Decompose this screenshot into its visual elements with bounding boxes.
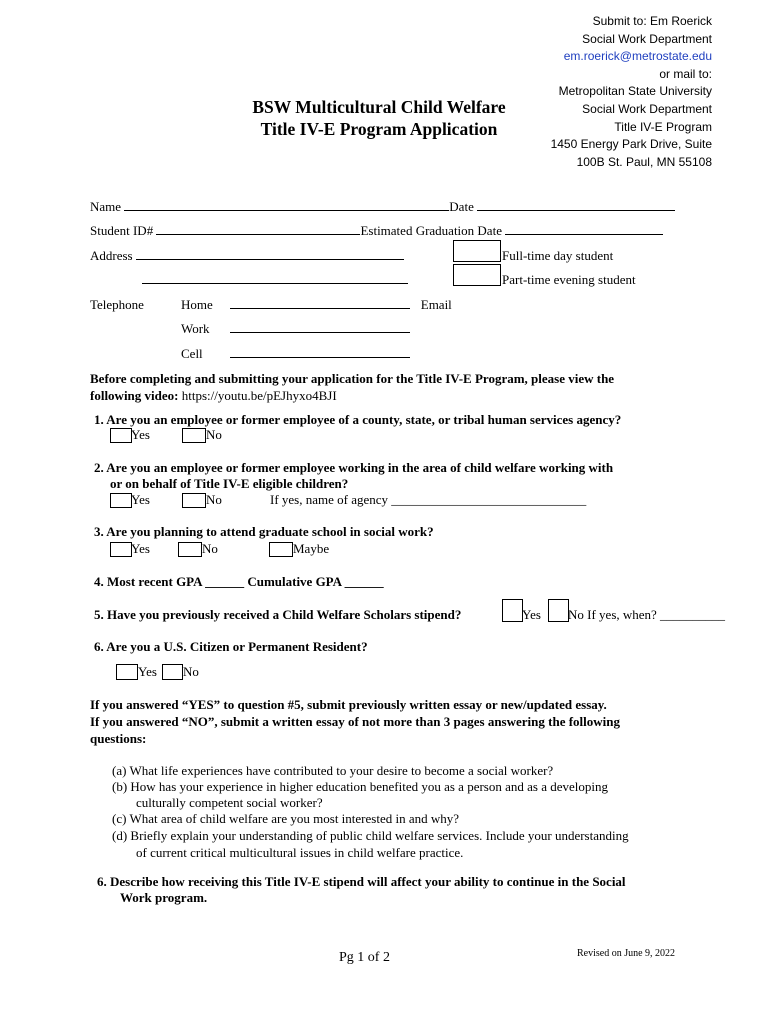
q2-no-label: No (206, 492, 222, 507)
cell-label: Cell (181, 346, 203, 361)
essay-item-d-cont: of current critical multicultural issues in child welfare practice. (136, 845, 464, 860)
email-label: Email (420, 297, 452, 312)
q1-yes-checkbox[interactable] (110, 428, 132, 443)
contact-line: Title IV-E Program (614, 119, 712, 134)
name-field[interactable] (124, 199, 449, 211)
home-phone-row (181, 297, 452, 313)
grad-date-label: Estimated Graduation Date (360, 223, 502, 238)
q2-agency-field[interactable]: If yes, name of agency ______________________________ (270, 492, 587, 507)
contact-line: Submit to: Em Roerick (592, 14, 712, 28)
question-2-line-1: 2. Are you an employee or former employee working in the area of child welfare working with (94, 460, 614, 475)
part-time-label: Part-time evening student (502, 272, 636, 287)
stipend-question-line-1: 6. Describe how receiving this Title IV-E stipend will affect your ability to continue in the Social (97, 874, 626, 889)
part-time-checkbox[interactable] (453, 264, 501, 286)
q5-no-when-field[interactable]: No If yes, when? __________ (568, 607, 726, 622)
q5-yes-label: Yes (522, 607, 541, 622)
work-label: Work (181, 321, 210, 336)
q3-no-checkbox[interactable] (178, 542, 202, 557)
page-number: Pg 1 of 2 (339, 950, 390, 965)
q1-yes-label: Yes (131, 427, 150, 442)
q6-no-checkbox[interactable] (162, 664, 183, 680)
q3-maybe-label: Maybe (293, 541, 330, 556)
grad-date-field[interactable] (505, 223, 663, 235)
intro-line-1: Before completing and submitting your application for the Title IV-E Program, please view the (90, 371, 615, 386)
contact-line: Social Work Department (582, 101, 712, 116)
q1-no-checkbox[interactable] (182, 428, 206, 443)
video-link[interactable]: https://youtu.be/pEJhyxo4BJI (181, 388, 337, 403)
cell-phone-row (181, 346, 410, 362)
essay-item-a: (a) What life experiences have contributed to your desire to become a social worker? (112, 763, 554, 778)
q6-yes-label: Yes (138, 664, 157, 679)
address-label: Address (90, 248, 133, 263)
address-row (90, 248, 404, 264)
address-field-2[interactable] (142, 272, 408, 284)
home-label: Home (181, 297, 213, 312)
date-label: Date (449, 199, 474, 214)
address-row-2 (142, 272, 408, 288)
title-line-2: Title IV-E Program Application (260, 119, 498, 139)
essay-item-b: (b) How has your experience in higher education benefited you as a person and as a developing (112, 779, 608, 794)
contact-line: 1450 Energy Park Drive, Suite (550, 137, 712, 152)
question-4: 4. Most recent GPA ______ Cumulative GPA ______ (94, 574, 384, 589)
stipend-question-line-2: Work program. (120, 890, 208, 905)
question-6: 6. Are you a U.S. Citizen or Permanent Resident? (94, 639, 368, 654)
full-time-label: Full-time day student (502, 248, 614, 263)
home-phone-field[interactable] (230, 297, 410, 309)
q1-no-label: No (206, 427, 222, 442)
title-line-1: BSW Multicultural Child Welfare (252, 97, 506, 117)
student-id-label: Student ID# (90, 223, 154, 238)
q3-maybe-checkbox[interactable] (269, 542, 293, 557)
q5-yes-checkbox[interactable] (502, 599, 523, 622)
contact-email-link[interactable]: em.roerick@metrostate.edu (563, 49, 712, 64)
contact-line: Social Work Department (582, 31, 712, 46)
full-time-checkbox[interactable] (453, 240, 501, 262)
question-1: 1. Are you an employee or former employee of a county, state, or tribal human services agency? (94, 412, 622, 427)
cell-phone-field[interactable] (230, 346, 410, 358)
telephone-label: Telephone (90, 297, 144, 312)
q2-no-checkbox[interactable] (182, 493, 206, 508)
date-field[interactable] (477, 199, 675, 211)
intro-line-2 (90, 388, 337, 404)
student-id-field[interactable] (156, 223, 360, 235)
question-2-line-2: or on behalf of Title IV-E eligible children? (110, 476, 349, 491)
contact-line: Metropolitan State University (558, 84, 712, 99)
contact-line: or mail to: (659, 66, 712, 81)
address-field-1[interactable] (136, 248, 404, 260)
intro-video-label: following video: (90, 388, 179, 403)
question-5: 5. Have you previously received a Child Welfare Scholars stipend? (94, 607, 462, 622)
essay-instruction-2: If you answered “NO”, submit a written essay of not more than 3 pages answering the following (90, 714, 620, 729)
work-phone-row (181, 321, 410, 337)
q3-no-label: No (202, 541, 218, 556)
q6-no-label: No (183, 664, 199, 679)
essay-item-d: (d) Briefly explain your understanding of public child welfare services. Include your understanding (112, 828, 629, 843)
q2-yes-label: Yes (131, 492, 150, 507)
contact-block (551, 13, 712, 171)
work-phone-field[interactable] (230, 321, 410, 333)
essay-instruction-1: If you answered “YES” to question #5, submit previously written essay or new/updated essay. (90, 697, 607, 712)
student-id-row (90, 223, 663, 239)
essay-item-b-cont: culturally competent social worker? (136, 795, 323, 810)
page-title (200, 96, 558, 140)
essay-instruction-3: questions: (90, 731, 147, 746)
contact-line: 100B St. Paul, MN 55108 (576, 154, 712, 169)
q5-no-checkbox[interactable] (548, 599, 569, 622)
q3-yes-label: Yes (131, 541, 150, 556)
name-row (90, 199, 675, 215)
revision-date: Revised on June 9, 2022 (577, 948, 676, 959)
q6-yes-checkbox[interactable] (116, 664, 138, 680)
q2-yes-checkbox[interactable] (110, 493, 132, 508)
question-3: 3. Are you planning to attend graduate school in social work? (94, 524, 434, 539)
essay-item-c: (c) What area of child welfare are you most interested in and why? (112, 811, 460, 826)
q3-yes-checkbox[interactable] (110, 542, 132, 557)
name-label: Name (90, 199, 122, 214)
